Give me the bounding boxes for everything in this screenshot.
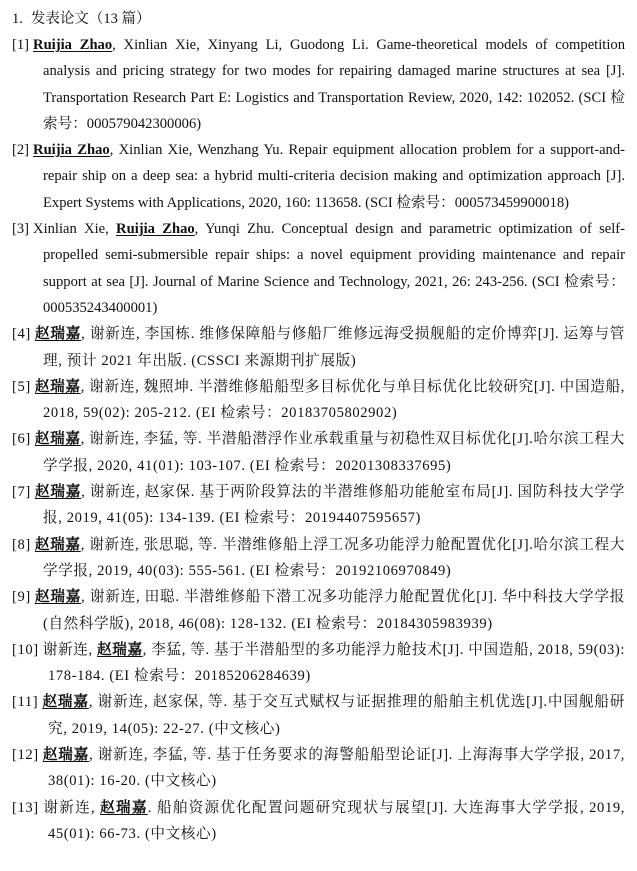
- reference-text: , 谢新连, 李猛, 等. 基于任务要求的海警船船型论证[J]. 上海海事大学学报, 2017, 38(01): 16-20. (中文核心): [48, 747, 625, 790]
- reference-index: [11]: [12, 694, 39, 711]
- highlighted-author: 赵瑞嘉: [34, 431, 81, 448]
- highlighted-author: 赵瑞嘉: [34, 589, 82, 606]
- reference-item: [12, 32, 625, 137]
- reference-text: . 船舶资源优化配置问题研究现状与展望[J]. 大连海事大学学报, 2019, 45(01): 66-73. (中文核心): [48, 799, 625, 842]
- highlighted-author: 赵瑞嘉: [34, 326, 82, 343]
- reference-item: [12, 584, 625, 637]
- reference-text: , 谢新连, 赵家保, 等. 基于交互式赋权与证据推理的船舶主机优选[J].中国舰船研究, 2019, 14(05): 22-27. (中文核心): [48, 694, 625, 737]
- section-heading: [12, 6, 625, 32]
- reference-index: [2]: [12, 142, 30, 159]
- reference-text: , 谢新连, 李国栋. 维修保障船与修船厂维修远海受损舰船的定价博弈[J]. 运筹与管理, 预计 2021 年出版. (CSSCI 来源期刊扩展版): [43, 326, 625, 369]
- reference-text: , 谢新连, 张思聪, 等. 半潜维修船上浮工况多功能浮力舱配置优化[J].哈尔滨工程大学学报, 2019, 40(03): 555-561. (EI 检索号：20192106970849): [43, 536, 625, 579]
- highlighted-author: 赵瑞嘉: [97, 641, 143, 658]
- reference-index: [1]: [12, 37, 30, 53]
- reference-index: [13]: [12, 799, 39, 816]
- reference-authors-before: Xinlian Xie,: [33, 221, 117, 238]
- reference-item: [12, 216, 625, 321]
- highlighted-author: 赵瑞嘉: [42, 694, 89, 711]
- reference-text: , Xinlian Xie, Wenzhang Yu. Repair equipment allocation problem for a support-and-repair ship on a deep sea: a hybrid multi-criteria decision making and optimization approach [J]. Expert Systems with Applications, 2020, 160: 113658. (SCI 检索号：000573459900018): [43, 142, 625, 211]
- reference-index: [8]: [12, 536, 31, 553]
- highlighted-author: Ruijia Zhao: [33, 142, 110, 159]
- reference-item: [12, 532, 625, 585]
- reference-index: [5]: [12, 378, 31, 395]
- reference-item: [12, 321, 625, 374]
- reference-index: [9]: [12, 589, 31, 606]
- reference-index: [6]: [12, 431, 31, 448]
- reference-authors-before: 谢新连,: [42, 641, 97, 658]
- highlighted-author: 赵瑞嘉: [34, 536, 81, 553]
- highlighted-author: 赵瑞嘉: [100, 799, 148, 816]
- reference-index: [3]: [12, 221, 30, 238]
- reference-item: [12, 689, 625, 742]
- reference-text: , 谢新连, 李猛, 等. 半潜船潜浮作业承载重量与初稳性双目标优化[J].哈尔滨工程大学学报, 2020, 41(01): 103-107. (EI 检索号：20201308337695): [43, 431, 625, 474]
- reference-item: [12, 426, 625, 479]
- reference-index: [7]: [12, 484, 31, 501]
- reference-item: [12, 374, 625, 427]
- highlighted-author: 赵瑞嘉: [42, 747, 90, 764]
- reference-authors-before: 谢新连,: [42, 799, 101, 816]
- section-number: 1.: [12, 11, 23, 27]
- reference-text: , 李猛, 等. 基于半潜船型的多功能浮力舱技术[J]. 中国造船, 2018, 59(03): 178-184. (EI 检索号：20185206284639): [48, 641, 625, 685]
- reference-index: [10]: [12, 641, 39, 658]
- reference-text: , Xinlian Xie, Xinyang Li, Guodong Li. Game-theoretical models of competition analysis and pricing strategy for two modes for repairing damaged marine structures at sea [J]. Transportation Research Part E: Logistics and Transportation Review, 2020, 142: 102052. (SCI 检索号：000579042300006): [43, 37, 625, 132]
- reference-item: [12, 795, 625, 848]
- reference-text: , Yunqi Zhu. Conceptual design and parametric optimization of self-propelled semi-submersible repair ships: a novel equipment providing maintenance and repair support at sea [J]. Journal of Marine Science and Technology, 2021, 26: 243-256. (SCI 检索号：000535243400001): [43, 221, 625, 316]
- highlighted-author: 赵瑞嘉: [34, 484, 82, 501]
- section-title: 发表论文（13 篇）: [30, 11, 151, 27]
- reference-item: [12, 637, 625, 690]
- reference-item: [12, 479, 625, 532]
- reference-text: , 谢新连, 魏照坤. 半潜维修船船型多目标优化与单目标优化比较研究[J]. 中国造船, 2018, 59(02): 205-212. (EI 检索号：20183705802902): [43, 378, 625, 422]
- reference-item: [12, 137, 625, 216]
- highlighted-author: 赵瑞嘉: [34, 378, 81, 395]
- reference-index: [4]: [12, 326, 31, 343]
- reference-item: [12, 742, 625, 795]
- reference-index: [12]: [12, 747, 39, 764]
- highlighted-author: Ruijia Zhao: [116, 221, 195, 238]
- highlighted-author: Ruijia Zhao: [33, 37, 113, 53]
- reference-text: , 谢新连, 赵家保. 基于两阶段算法的半潜维修船功能舱室布局[J]. 国防科技大学学报, 2019, 41(05): 134-139. (EI 检索号：20194407595657): [43, 484, 625, 527]
- reference-text: , 谢新连, 田聪. 半潜维修船下潜工况多功能浮力舱配置优化[J]. 华中科技大学学报(自然科学版), 2018, 46(08): 128-132. (EI 检索号：20184305983939): [43, 589, 625, 632]
